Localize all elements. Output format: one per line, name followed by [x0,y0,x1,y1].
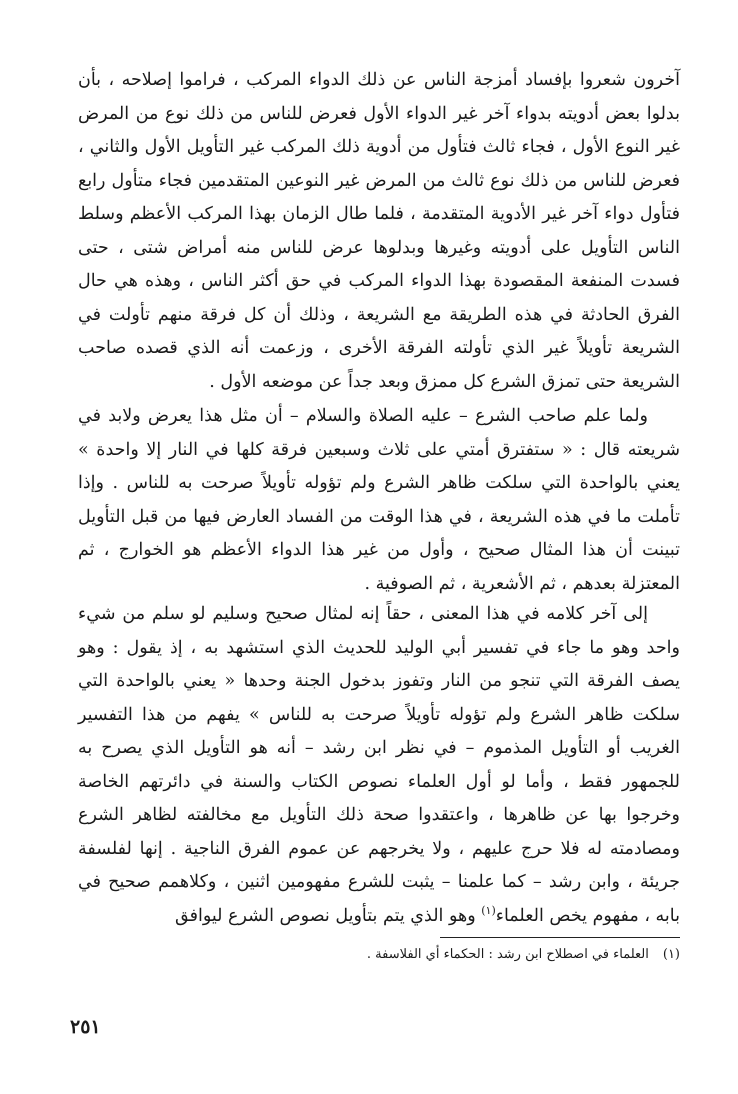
page-number: ٢٥١ [70,1016,101,1038]
paragraph-1: آخرون شعروا بإفساد أمزجة الناس عن ذلك الدواء المركب ، فراموا إصلاحه ، بأن بدلوا بعض أدويته بدواء آخر غير الدواء الأول فعرض للناس من ذلك نوع من المرض غير النوع الأول ، فجاء ثالث فتأول من أدوية ذلك المركب غير التأويل الأول والثاني ، فعرض للناس من ذلك نوع ثالث من المرض غير النوعين المتقدمين فجاء متأول رابع فتأول دواء آخر غير الأدوية المتقدمة ، فلما طال الزمان بهذا المركب الأعظم وسلط الناس التأويل على أدويته وغيرها وبدلوها عرض للناس منه أمراض شتى ، حتى فسدت المنفعة المقصودة بهذا الدواء المركب في حق أكثر الناس ، وهذه هي حال الفرق الحادثة في هذه الطريقة مع الشريعة ، وذلك أن كل فرقة منهم تأولت في الشريعة تأويلاً غير الذي تأولته الفرقة الأخرى ، وزعمت أنه الذي قصده صاحب الشريعة حتى تمزق الشرع كل ممزق وبعد جداً عن موضعه الأول . [78,70,680,392]
body-text-section-3 [78,598,680,933]
paragraph-3-continuation: وهو الذي يتم بتأويل نصوص الشرع ليوافق [175,905,482,926]
footnote-reference[interactable]: (١) [481,903,496,917]
footnote [230,944,680,966]
body-text-section-1 [78,64,680,399]
footnote-separator [440,937,680,938]
paragraph-3 [78,598,680,933]
footnote-number: (١) [662,947,680,962]
footnote-text: العلماء في اصطلاح ابن رشد : الحكماء أي الفلاسفة . [366,947,649,962]
paragraph-2: ولما علم صاحب الشرع – عليه الصلاة والسلام – أن مثل هذا يعرض ولابد في شريعته قال : « ستفترق أمتي على ثلاث وسبعين فرقة كلها في النار إلا واحدة » يعني بالواحدة التي سلكت ظاهر الشرع ولم تؤوله تأويلاً صرحت به للناس . وإذا تأملت ما في هذه الشريعة ، في هذا الوقت من الفساد العارض فيها من قبل التأويل تبينت أن هذا المثال صحيح ، وأول من غير هذا الدواء الأعظم هو الخوارج ، ثم المعتزلة بعدهم ، ثم الأشعرية ، ثم الصوفية . [78,406,680,594]
paragraph-3-text: إلى آخر كلامه في هذا المعنى ، حقاً إنه لمثال صحيح وسليم لو سلم من شيء واحد وهو ما جاء في تفسير أبي الوليد للحديث الذي استشهد به ، إذ يقول : وهو يصف الفرقة التي تنجو من النار وتفوز بدخول الجنة وحدها « يعني بالواحدة التي سلكت ظاهر الشرع ولم تؤوله تأويلاً صرحت به للناس » يفهم من هذا التفسير الغريب أو التأويل المذموم – في نظر ابن رشد – أنه هو التأويل الذي يصرح به للجمهور فقط ، وأما لو أول العلماء نصوص الكتاب والسنة في دائرتهم الخاصة وخرجوا بها عن ظاهرها ، واعتقدوا صحة ذلك التأويل مع مخالفته لظاهر الشرع ومصادمته له فلا حرج عليهم ، ولا يخرجهم عن عموم الفرق الناجية . إنها لفلسفة جريئة ، وابن رشد – كما علمنا – يثبت للشرع مفهومين اثنين ، وكلاهمم صحيح في بابه ، مفهوم يخص العلماء [78,604,680,926]
body-text-section-2 [78,400,680,601]
